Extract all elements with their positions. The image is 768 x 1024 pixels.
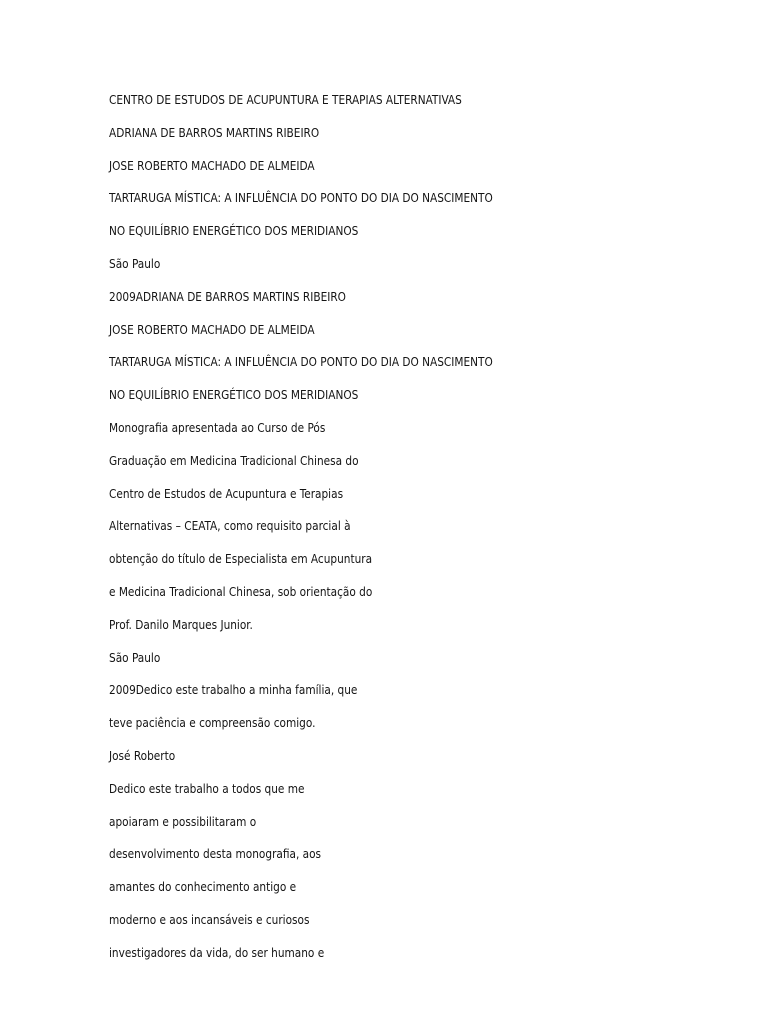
dedication-text: moderno e aos incansáveis e curiosos	[109, 911, 310, 927]
monograph-description: obtenção do título de Especialista em Acupuntura	[109, 551, 373, 567]
dedication-text: amantes do conhecimento antigo e	[109, 879, 297, 895]
monograph-description: Monografia apresentada ao Curso de Pós	[109, 419, 326, 435]
author-name: JOSE ROBERTO MACHADO DE ALMEIDA	[109, 157, 315, 173]
dedication-text: investigadores da vida, do ser humano e	[109, 944, 325, 960]
year-author-line: 2009ADRIANA DE BARROS MARTINS RIBEIRO	[109, 288, 346, 304]
city: São Paulo	[109, 649, 161, 665]
institution-name: CENTRO DE ESTUDOS DE ACUPUNTURA E TERAPIAS ALTERNATIVAS	[109, 92, 462, 107]
document-title: NO EQUILÍBRIO ENERGÉTICO DOS MERIDIANOS	[109, 387, 359, 403]
dedication-text: Dedico este trabalho a todos que me	[109, 780, 305, 796]
document-title: NO EQUILÍBRIO ENERGÉTICO DOS MERIDIANOS	[109, 223, 359, 239]
document-title: TARTARUGA MÍSTICA: A INFLUÊNCIA DO PONTO DO DIA DO NASCIMENTO	[109, 190, 493, 206]
city: São Paulo	[109, 255, 161, 271]
document-title: TARTARUGA MÍSTICA: A INFLUÊNCIA DO PONTO DO DIA DO NASCIMENTO	[109, 354, 493, 370]
dedication-text: apoiaram e possibilitaram o	[109, 813, 257, 829]
monograph-description: Graduação em Medicina Tradicional Chinesa do	[109, 452, 359, 468]
monograph-description: Centro de Estudos de Acupuntura e Terapias	[109, 485, 344, 501]
advisor-name: Prof. Danilo Marques Junior.	[109, 616, 253, 632]
document-text	[109, 91, 522, 977]
dedication-text: desenvolvimento desta monografia, aos	[109, 846, 322, 862]
author-name: ADRIANA DE BARROS MARTINS RIBEIRO	[109, 124, 320, 140]
monograph-description: e Medicina Tradicional Chinesa, sob orientação do	[109, 583, 373, 599]
author-name: JOSE ROBERTO MACHADO DE ALMEIDA	[109, 321, 315, 337]
year-dedication-line: 2009Dedico este trabalho a minha família, que	[109, 682, 358, 698]
dedication-signature: José Roberto	[109, 747, 176, 763]
monograph-description: Alternativas – CEATA, como requisito parcial à	[109, 518, 351, 534]
dedication-text: teve paciência e compreensão comigo.	[109, 715, 316, 731]
